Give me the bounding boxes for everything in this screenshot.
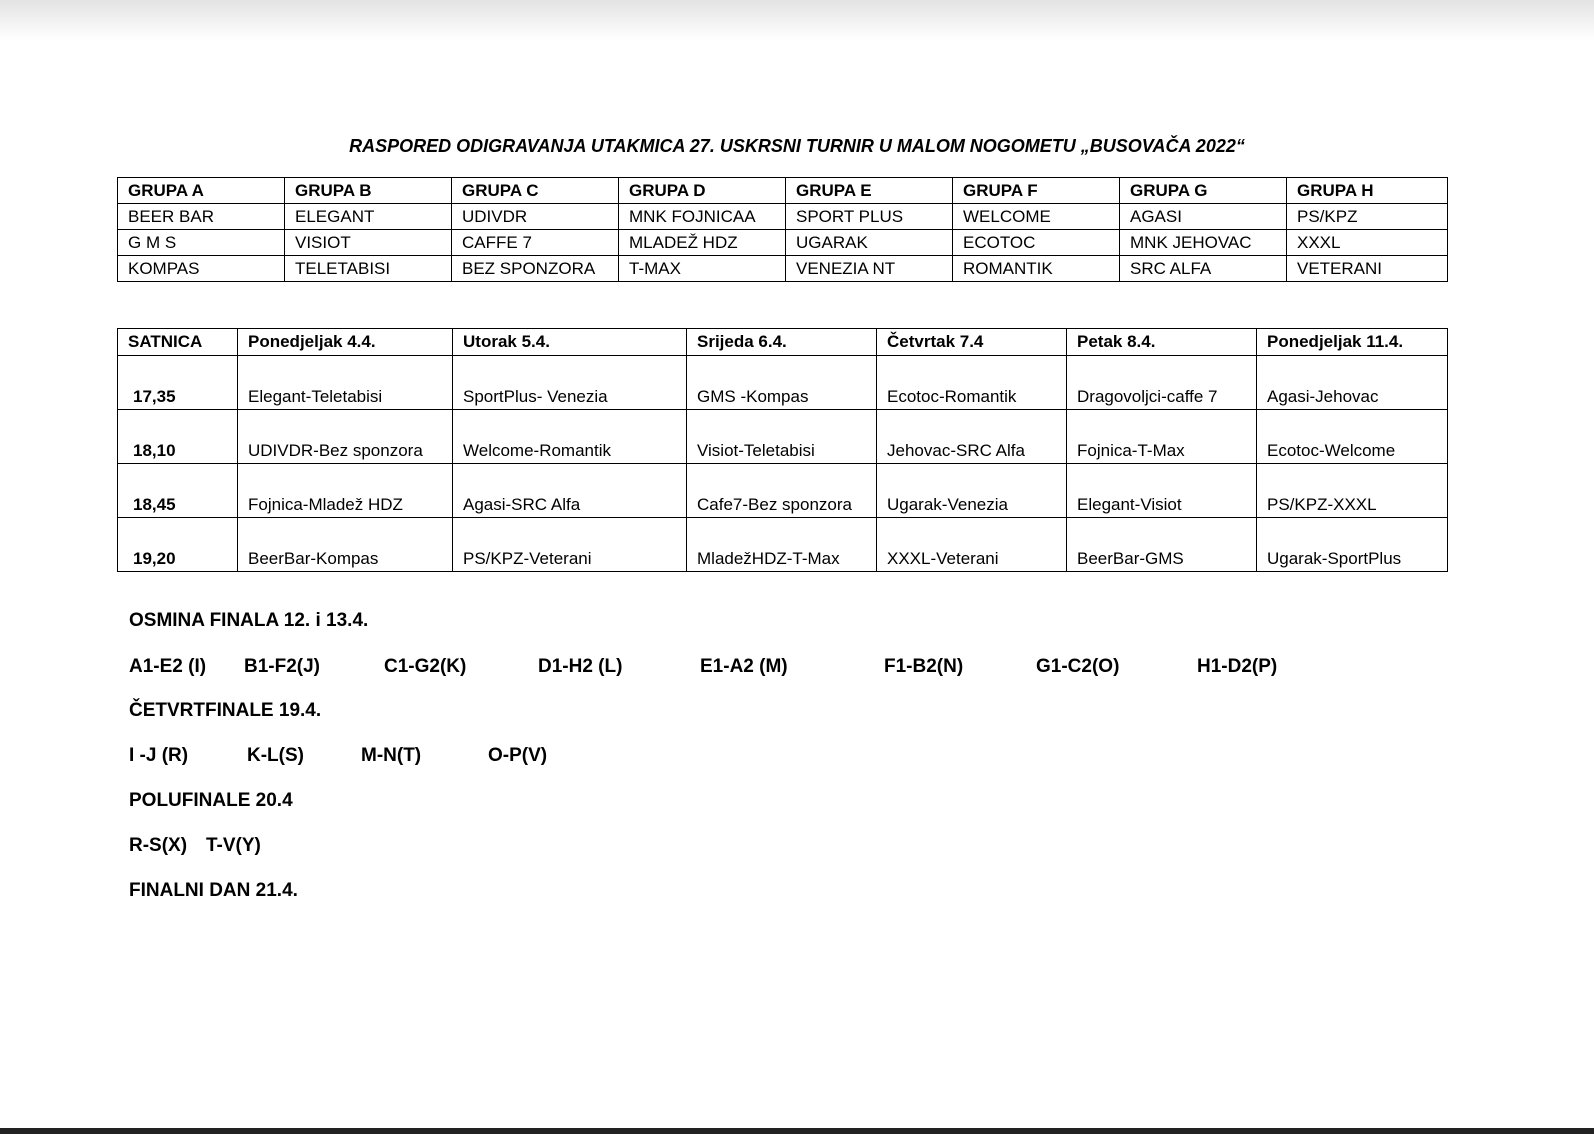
match-cell: Cafe7-Bez sponzora bbox=[687, 464, 877, 518]
match-cell: Ecotoc-Welcome bbox=[1257, 410, 1448, 464]
schedule-header: Petak 8.4. bbox=[1067, 329, 1257, 356]
match-cell: BeerBar-Kompas bbox=[238, 518, 453, 572]
team-cell: MLADEŽ HDZ bbox=[619, 230, 786, 256]
document-title: RASPORED ODIGRAVANJA UTAKMICA 27. USKRSNI TURNIR U MALOM NOGOMETU „BUSOVAČA 2022“ bbox=[349, 136, 1245, 156]
pairing: O-P(V) bbox=[488, 745, 548, 766]
match-cell: Ugarak-Venezia bbox=[877, 464, 1067, 518]
team-cell: ECOTOC bbox=[953, 230, 1120, 256]
match-cell: Dragovoljci-caffe 7 bbox=[1067, 356, 1257, 410]
group-header: GRUPA C bbox=[452, 178, 619, 204]
time-cell: 17,35 bbox=[118, 356, 238, 410]
match-cell: Elegant-Visiot bbox=[1067, 464, 1257, 518]
team-cell: BEER BAR bbox=[118, 204, 285, 230]
semifinal-pairs bbox=[129, 835, 429, 859]
final-title: FINALNI DAN 21.4. bbox=[129, 880, 298, 901]
group-header: GRUPA H bbox=[1287, 178, 1448, 204]
pairing: M-N(T) bbox=[361, 745, 422, 766]
page-top-shade bbox=[0, 0, 1594, 40]
pairing: E1-A2 (M) bbox=[700, 656, 788, 677]
table-row bbox=[118, 410, 1448, 464]
table-row bbox=[118, 518, 1448, 572]
group-header: GRUPA F bbox=[953, 178, 1120, 204]
team-cell: PS/KPZ bbox=[1287, 204, 1448, 230]
round-of-16-title: OSMINA FINALA 12. i 13.4. bbox=[129, 610, 369, 631]
pairing: B1-F2(J) bbox=[244, 656, 321, 677]
match-cell: MladežHDZ-T-Max bbox=[687, 518, 877, 572]
group-header: GRUPA G bbox=[1120, 178, 1287, 204]
match-cell: Welcome-Romantik bbox=[453, 410, 687, 464]
table-row bbox=[118, 464, 1448, 518]
team-cell: XXXL bbox=[1287, 230, 1448, 256]
team-cell: MNK FOJNICAA bbox=[619, 204, 786, 230]
table-row bbox=[118, 256, 1448, 282]
pairing: T-V(Y) bbox=[206, 835, 261, 856]
team-cell: KOMPAS bbox=[118, 256, 285, 282]
team-cell: G M S bbox=[118, 230, 285, 256]
pairing: A1-E2 (I) bbox=[129, 656, 207, 677]
schedule-header: Četvrtak 7.4 bbox=[877, 329, 1067, 356]
table-row bbox=[118, 204, 1448, 230]
match-cell: XXXL-Veterani bbox=[877, 518, 1067, 572]
match-cell: GMS -Kompas bbox=[687, 356, 877, 410]
team-cell: WELCOME bbox=[953, 204, 1120, 230]
team-cell: ELEGANT bbox=[285, 204, 452, 230]
match-cell: Ugarak-SportPlus bbox=[1257, 518, 1448, 572]
group-header: GRUPA D bbox=[619, 178, 786, 204]
match-cell: Fojnica-Mladež HDZ bbox=[238, 464, 453, 518]
match-cell: Jehovac-SRC Alfa bbox=[877, 410, 1067, 464]
team-cell: UGARAK bbox=[786, 230, 953, 256]
schedule-header: Ponedjeljak 4.4. bbox=[238, 329, 453, 356]
page-bottom-edge bbox=[0, 1128, 1594, 1134]
time-cell: 19,20 bbox=[118, 518, 238, 572]
match-cell: SportPlus- Venezia bbox=[453, 356, 687, 410]
pairing: D1-H2 (L) bbox=[538, 656, 623, 677]
group-header: GRUPA B bbox=[285, 178, 452, 204]
match-cell: PS/KPZ-Veterani bbox=[453, 518, 687, 572]
time-cell: 18,45 bbox=[118, 464, 238, 518]
match-cell: UDIVDR-Bez sponzora bbox=[238, 410, 453, 464]
schedule-table bbox=[117, 328, 1448, 572]
team-cell: VENEZIA NT bbox=[786, 256, 953, 282]
team-cell: UDIVDR bbox=[452, 204, 619, 230]
pairing: R-S(X) bbox=[129, 835, 188, 856]
table-row bbox=[118, 230, 1448, 256]
pairing: H1-D2(P) bbox=[1197, 656, 1278, 677]
groups-header-row bbox=[118, 178, 1448, 204]
schedule-header: Srijeda 6.4. bbox=[687, 329, 877, 356]
team-cell: VETERANI bbox=[1287, 256, 1448, 282]
quarterfinal-pairs bbox=[129, 745, 729, 769]
pairing: G1-C2(O) bbox=[1036, 656, 1120, 677]
team-cell: VISIOT bbox=[285, 230, 452, 256]
match-cell: PS/KPZ-XXXL bbox=[1257, 464, 1448, 518]
schedule-header-row bbox=[118, 329, 1448, 356]
schedule-header: SATNICA bbox=[118, 329, 238, 356]
match-cell: Elegant-Teletabisi bbox=[238, 356, 453, 410]
group-header: GRUPA E bbox=[786, 178, 953, 204]
match-cell: Agasi-SRC Alfa bbox=[453, 464, 687, 518]
team-cell: SRC ALFA bbox=[1120, 256, 1287, 282]
table-row bbox=[118, 356, 1448, 410]
match-cell: Fojnica-T-Max bbox=[1067, 410, 1257, 464]
match-cell: BeerBar-GMS bbox=[1067, 518, 1257, 572]
team-cell: MNK JEHOVAC bbox=[1120, 230, 1287, 256]
pairing: I -J (R) bbox=[129, 745, 189, 766]
team-cell: BEZ SPONZORA bbox=[452, 256, 619, 282]
team-cell: ROMANTIK bbox=[953, 256, 1120, 282]
groups-table bbox=[117, 177, 1448, 282]
round-of-16-pairs bbox=[129, 656, 1429, 680]
team-cell: TELETABISI bbox=[285, 256, 452, 282]
pairing: F1-B2(N) bbox=[884, 656, 964, 677]
time-cell: 18,10 bbox=[118, 410, 238, 464]
match-cell: Ecotoc-Romantik bbox=[877, 356, 1067, 410]
team-cell: SPORT PLUS bbox=[786, 204, 953, 230]
pairing: C1-G2(K) bbox=[384, 656, 467, 677]
quarterfinal-title: ČETVRTFINALE 19.4. bbox=[129, 700, 322, 721]
match-cell: Agasi-Jehovac bbox=[1257, 356, 1448, 410]
pairing: K-L(S) bbox=[247, 745, 304, 766]
semifinal-title: POLUFINALE 20.4 bbox=[129, 790, 293, 811]
team-cell: CAFFE 7 bbox=[452, 230, 619, 256]
schedule-header: Ponedjeljak 11.4. bbox=[1257, 329, 1448, 356]
group-header: GRUPA A bbox=[118, 178, 285, 204]
team-cell: AGASI bbox=[1120, 204, 1287, 230]
team-cell: T-MAX bbox=[619, 256, 786, 282]
schedule-header: Utorak 5.4. bbox=[453, 329, 687, 356]
match-cell: Visiot-Teletabisi bbox=[687, 410, 877, 464]
